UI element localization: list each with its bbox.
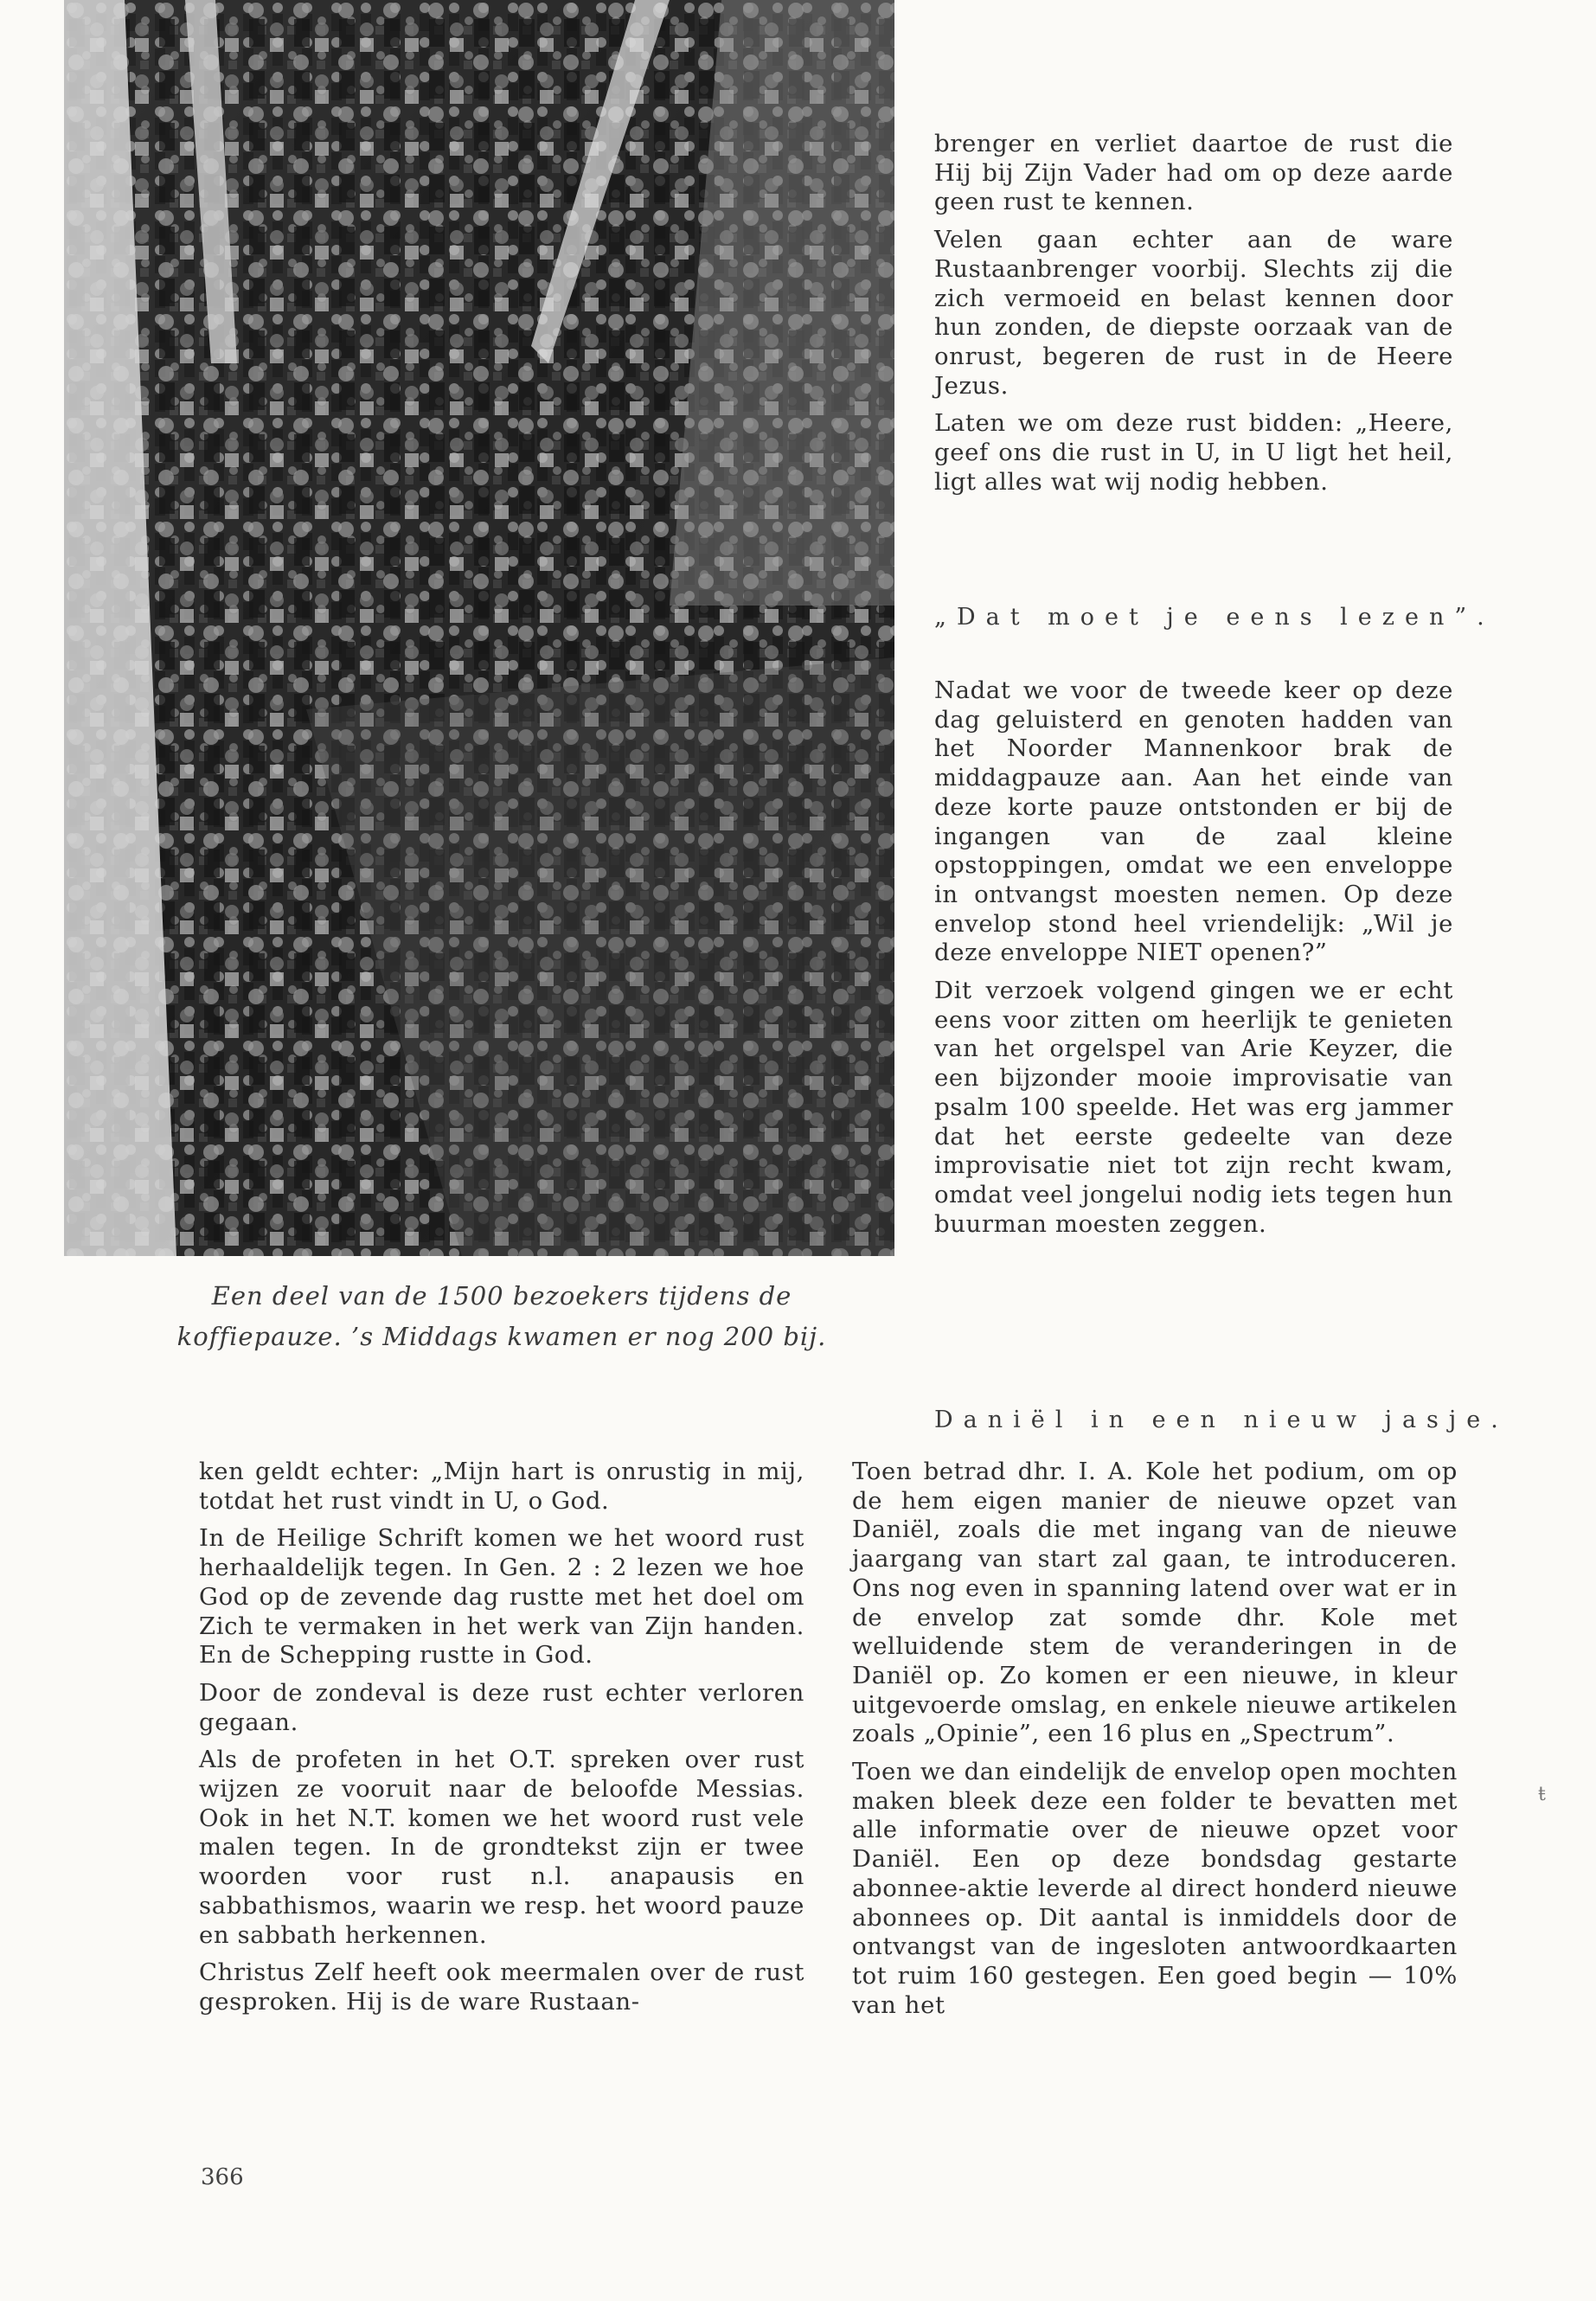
paragraph: Als de profeten in het O.T. spreken over rust wijzen ze vooruit naar de beloofde Messias. Ook in het N.T. komen we het woord rust vele malen tegen. In de grondtekst zijn er twee woorden voor rust n.l. anapausis en sabbathismos, waarin we resp. het woord pauze en sabbath herkennen.	[199, 1746, 804, 1949]
section-heading-lezen: „Dat moet je eens lezen”.	[934, 604, 1495, 631]
paragraph: Toen we dan eindelijk de envelop open mochten maken bleek deze een folder te bevatten met alle informatie over de nieuwe opzet voor Daniël. Een op deze bondsdag gestarte abonnee-aktie leverde al direct honderd nieuwe abonnees op. Dit aantal is inmiddels door de ontvangst van de ingesloten antwoordkaarten tot ruim 160 gestegen. Een goed begin — 10% van het	[852, 1758, 1458, 2019]
margin-mark: ŧ	[1538, 1784, 1546, 1805]
paragraph: brenger en verliet daartoe de rust die Hij bij Zijn Vader had om op deze aarde geen rust te kennen.	[934, 130, 1453, 216]
right-column-top	[934, 130, 1453, 497]
paragraph: ken geldt echter: „Mijn hart is onrustig in mij, totdat het rust vindt in U, o God.	[199, 1458, 804, 1515]
crowd-photo	[64, 0, 894, 1256]
section-heading-daniel: Daniël in een nieuw jasje.	[934, 1407, 1509, 1433]
photo-caption: Een deel van de 1500 bezoekers tijdens de koffiepauze. ’s Middags kwamen er nog 200 bij.	[176, 1281, 827, 1351]
photo-image	[64, 0, 894, 1256]
paragraph: Door de zondeval is deze rust echter verloren gegaan.	[199, 1678, 804, 1736]
paragraph: In de Heilige Schrift komen we het woord rust herhaaldelijk tegen. In Gen. 2 : 2 lezen we hoe God op de zevende dag rustte met het doel om Zich te vermaken in het werk van Zijn handen. En de Schepping rustte in God.	[199, 1524, 804, 1670]
paragraph: Dit verzoek volgend gingen we er echt eens voor zitten om heerlijk te genieten van het orgelspel van Arie Keyzer, die een bijzonder mooie improvisatie van psalm 100 speelde. Het was erg jammer dat het eerste gedeelte van deze improvisatie niet tot zijn recht kwam, omdat veel jongelui nodig iets tegen hun buurman moesten zeggen.	[934, 977, 1453, 1238]
paragraph: Nadat we voor de tweede keer op deze dag geluisterd en genoten hadden van het Noorder Mannenkoor brak de middagpauze aan. Aan het einde van deze korte pauze ontstonden er bij de ingangen van de zaal kleine opstoppingen, omdat we een enveloppe in ontvangst moesten nemen. Op deze envelop stond heel vriendelijk: „Wil je deze enveloppe NIET openen?”	[934, 676, 1453, 967]
right-column-middle	[934, 676, 1453, 1239]
bottom-right-column	[852, 1458, 1458, 2020]
page-number: 366	[201, 2164, 244, 2190]
bottom-left-column	[199, 1458, 804, 2017]
paragraph: Velen gaan echter aan de ware Rustaanbrenger voorbij. Slechts zij die zich vermoeid en belast kennen door hun zonden, de diepste oorzaak van de onrust, begeren de rust in de Heere Jezus.	[934, 226, 1453, 400]
paragraph: Christus Zelf heeft ook meermalen over de rust gesproken. Hij is de ware Rustaan-	[199, 1958, 804, 2016]
paragraph: Laten we om deze rust bidden: „Heere, geef ons die rust in U, in U ligt het heil, ligt alles wat wij nodig hebben.	[934, 409, 1453, 496]
paragraph: Toen betrad dhr. I. A. Kole het podium, om op de hem eigen manier de nieuwe opzet van Daniël, zoals die met ingang van de nieuwe jaargang van start zal gaan, te introduceren. Ons nog even in spanning latend over wat er in de envelop zat somde dhr. Kole met welluidende stem de veranderingen in de Daniël op. Zo komen er een nieuwe, in kleur uitgevoerde omslag, en enkele nieuwe artikelen zoals „Opinie”, een 16 plus en „Spectrum”.	[852, 1458, 1458, 1748]
